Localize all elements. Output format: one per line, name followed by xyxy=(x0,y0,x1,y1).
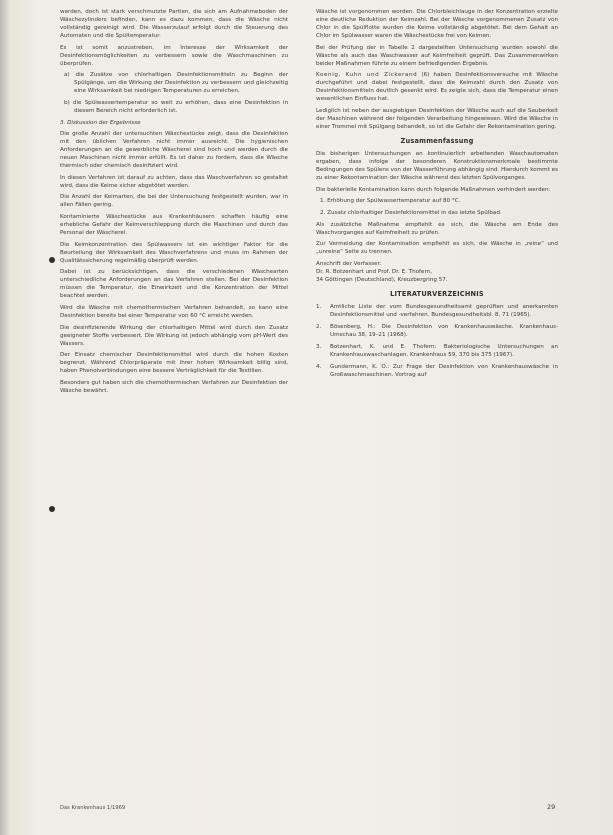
reference-number: 1. xyxy=(316,303,322,310)
paragraph: In diesen Verfahren ist darauf zu achten, dass das Waschverfahren so gestaltet wird, dass die Keime sicher abgetötet werden. xyxy=(60,174,288,189)
references-heading: LITERATURVERZEICHNIS xyxy=(390,289,484,298)
page-edge-shadow xyxy=(0,0,10,835)
reference-number: 3. xyxy=(316,344,322,351)
author-citation: Koenig, Kuhn und Zickerand xyxy=(316,72,418,79)
reference-item xyxy=(316,343,558,359)
authors-label: Anschrift der Verfasser: xyxy=(316,260,382,267)
reference-text: Amtliche Liste der vom Bundesgesundheitsamt geprüften und anerkannten Desinfektionsmittel und -verfahren. Bundesgesundheitsbl. 8, 71 (1965). xyxy=(330,303,558,318)
paragraph: Lediglich ist neben der ausgiebigen Desinfektion der Wäsche auch auf die Sauberkeit der Maschinen während der folgenden Verarbeitung hingewiesen. Wird die Wäsche in einer Trommel mit Spülgang behandelt, so ist die Gefahr der Rekontamination gering. xyxy=(316,108,558,131)
paragraph: Die desinfizierende Wirkung der chlorhaltigen Mittel wird durch den Zusatz geeigneter Stoffe verbessert. Die Wirkung ist jedoch abhängig vom pH-Wert des Wassers. xyxy=(60,324,288,347)
paragraph: Als zusätzliche Maßnahme empfiehlt es sich, die Wäsche am Ende des Waschvorganges auf Keimfreiheit zu prüfen. xyxy=(316,221,558,236)
reference-text: Gundermann, K. O.: Zur Frage der Desinfektion von Krankenhauswäsche in Großwaschmaschinen. Vortrag auf xyxy=(330,364,558,379)
list-item: b) die Spülwassertemperatur so weit zu erhöhen, dass eine Desinfektion in diesem Bereich nicht erforderlich ist. xyxy=(64,99,288,115)
footer-journal: Das Krankenhaus 1/1969 xyxy=(60,805,126,811)
paragraph: Dabei ist zu berücksichtigen, dass die verschiedenen Wäschearten unterschiedliche Anforderungen an das Verfahren stellen. Bei der Desinfektion müssen die Temperatur, die Einwirkzeit und die Konzentration der Mittel beachtet werden. xyxy=(60,269,288,300)
right-column xyxy=(316,8,558,383)
paragraph: Es ist somit anzustreben, im Interesse der Wirksamkeit der Desinfektionsmöglichkeiten zu verbessern sowie die Waschmaschinen zu überprüfen. xyxy=(60,44,288,67)
paragraph: Wäsche ist vorgenommen worden. Die Chlorbleichlauge in der Konzentration erzielte eine deutliche Reduktion der Keimzahl. Bei der Wäsche vorgenommenen Zusatz von Chlor in die Spülflotte wurden die Keime vollständig abgetötet. Bei dem Gehalt an Chlor im Spülwasser waren die Wäschestücke frei von Keimen. xyxy=(316,9,558,40)
reference-text: Bösenberg, H.: Die Desinfektion von Krankenhauswäsche. Krankenhaus-Umschau 38, 19–21 (1968). xyxy=(330,324,558,339)
paragraph-text: (6) haben Desinfektionsversuche mit Wäsche durchgeführt und dabei festgestellt, dass die Keimzahl durch den Zusatz von Desinfektionsmitteln deutlich gesenkt wird. Es zeigte sich, dass die Temperatur einen wesentlichen Einfluss hat. xyxy=(316,72,558,103)
list-item: a) die Zusätze von chlorhaltigen Desinfektionsmitteln zu Beginn der Spülgänge, um die Wirkung der Desinfektion zu verbessern und gleichzeitig eine Wirksamkeit bei niedrigen Temperaturen zu erreichen, xyxy=(64,72,288,95)
paragraph xyxy=(316,71,558,103)
punch-hole-bottom xyxy=(49,506,55,512)
summary-heading: Zusammenfassung xyxy=(400,137,474,146)
paragraph: Die Anzahl der Keimarten, die bei der Untersuchung festgestellt wurden, war in allen Fällen gering. xyxy=(60,194,288,209)
reference-item xyxy=(316,303,558,319)
paragraph: werden, doch ist stark verschmutzte Partien, die sich am Aufnahmeboden der Wäschezylinders befinden, kann es dazu kommen, dass die Wäsche nicht vollständig gereinigt wird. Die Wasserzulauf erfolgt durch die Steuerung des Automaten und die Spültemperatur. xyxy=(60,9,288,40)
paragraph: Bei der Prüfung der in Tabelle 2 dargestellten Untersuchung wurden sowohl die Wäsche als auch das Waschwasser auf Keimfreiheit geprüft. Das Zusammenwirken beider Maßnahmen führte zu einem befriedigenden Ergebnis. xyxy=(316,44,558,67)
paragraph: Der Einsatz chemischer Desinfektionsmittel wird durch die hohen Kosten begrenzt. Während Chlorpräparate mit ihrer hohen Wirksamkeit billig sind, haben Phenolverbindungen eine bessere Verträglichkeit für die Textilien. xyxy=(60,352,288,375)
list-item: 2. Zusatz chlorhaltiger Desinfektionsmittel in das letzte Spülbad. xyxy=(320,209,502,216)
paragraph: Kontaminierte Wäschestücke aus Krankenhäusern schaffen häufig eine erhebliche Gefahr der Keimverschleppung durch die Maschinen und durch das Personal der Wäscherei. xyxy=(60,214,288,237)
punch-hole-top xyxy=(49,257,55,263)
paragraph: Die bakterielle Kontamination kann durch folgende Maßnahmen verhindert werden: xyxy=(316,186,551,193)
references-list xyxy=(316,303,558,379)
paragraph: Die große Anzahl der untersuchten Wäschestücke zeigt, dass die Desinfektion mit den üblichen Verfahren nicht immer ausreicht. Die hygienischen Anforderungen an die gewerbliche Wäscherei sind hoch und werden durch die neuen Maschinen nicht immer erfüllt. Es ist daher zu fordern, dass die Wäsche thermisch oder chemisch desinfiziert wird. xyxy=(60,131,288,170)
authors-address: 34 Göttingen (Deutschland), Kreuzbergring 57. xyxy=(316,276,448,283)
authors-name: Dr. R. Botzenhart und Prof. Dr. E. Thofern, xyxy=(316,268,432,275)
paragraph: Besonders gut haben sich die chemothermischen Verfahren zur Desinfektion der Wäsche bewährt. xyxy=(60,379,288,394)
paragraph: Zur Vermeidung der Kontamination empfiehlt es sich, die Wäsche in „reine“ und „unreine“ Seite zu trennen. xyxy=(316,241,558,256)
page-number: 29 xyxy=(547,803,556,811)
paragraph: Wird die Wäsche mit chemothermischen Verfahren behandelt, so kann eine Desinfektion bereits bei einer Temperatur von 60 °C erreicht werden. xyxy=(60,305,288,320)
reference-text: Botzenhart, K. und E. Thofern: Bakteriologische Untersuchungen an Krankenhauswaschanlagen. Krankenhaus 59, 370 bis 375 (1967). xyxy=(330,344,558,359)
reference-number: 2. xyxy=(316,324,322,330)
reference-item xyxy=(316,363,558,379)
reference-number: 4. xyxy=(316,364,322,371)
paragraph: Die Keimkonzentration des Spülwassers ist ein wichtiger Faktor für die Beurteilung der Wirksamkeit des Waschverfahrens und muss im Rahmen der Qualitätssicherung regelmäßig überprüft werden. xyxy=(60,241,288,264)
section-heading: 3. Diskussion der Ergebnisse xyxy=(60,120,141,127)
left-column xyxy=(60,8,288,398)
list-item: 1. Erhöhung der Spülwassertemperatur auf 80 °C. xyxy=(320,198,461,205)
paragraph: Die bisherigen Untersuchungen an kontinuierlich arbeitenden Waschautomaten ergaben, dass infolge der besonderen Konstruktionsmerkmale bestimmte Bedingungen des Spülens von der Wasserführung abhängig sind. Hierdurch kommt es zu einer Rekontamination der Wäsche während des letzten Spülvorganges. xyxy=(316,151,558,182)
reference-item xyxy=(316,323,558,339)
